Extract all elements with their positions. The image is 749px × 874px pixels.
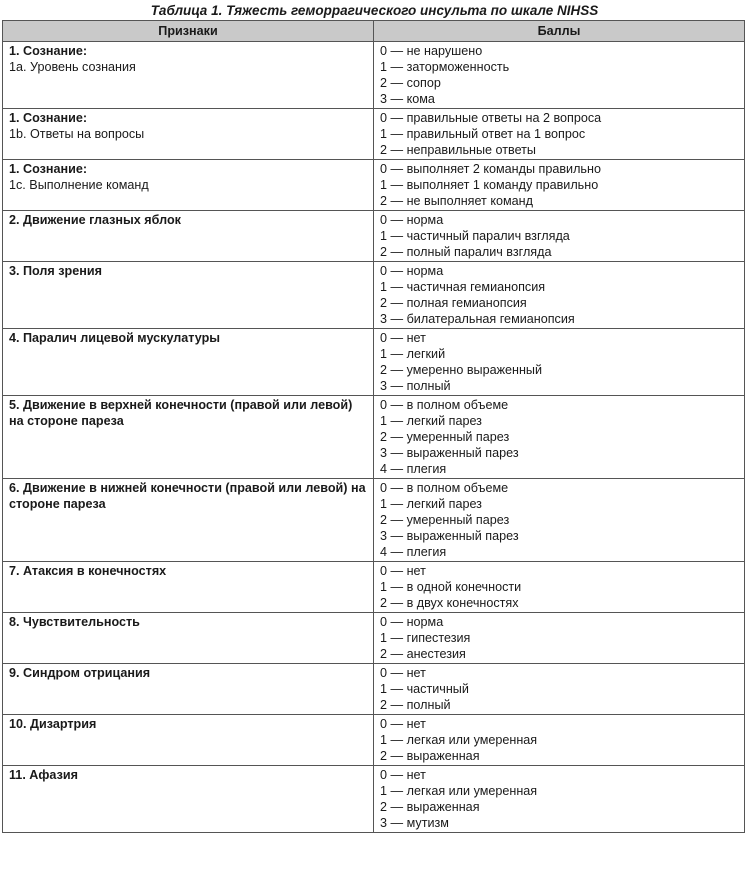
header-signs: Признаки bbox=[3, 21, 374, 42]
sign-subitem: 1с. Выполнение команд bbox=[9, 178, 149, 192]
score-option: 3 — выраженный парез bbox=[380, 446, 519, 460]
score-cell bbox=[374, 715, 745, 766]
score-option: 0 — правильные ответы на 2 вопроса bbox=[380, 111, 602, 125]
score-option: 2 — полный паралич взгляда bbox=[380, 245, 552, 259]
sign-cell bbox=[3, 396, 374, 479]
score-option: 2 — в двух конечностях bbox=[380, 596, 519, 610]
table-row bbox=[3, 211, 745, 262]
score-option: 1 — легкая или умеренная bbox=[380, 733, 538, 747]
score-option: 1 — легкий парез bbox=[380, 414, 482, 428]
sign-cell bbox=[3, 211, 374, 262]
score-option: 3 — полный bbox=[380, 379, 451, 393]
score-option: 1 — выполняет 1 команду правильно bbox=[380, 178, 599, 192]
table-row bbox=[3, 715, 745, 766]
score-option: 0 — норма bbox=[380, 213, 444, 227]
score-option: 0 — нет bbox=[380, 768, 426, 782]
sign-heading: 6. Движение в нижней конечности (правой или левой) на стороне пареза bbox=[9, 481, 366, 511]
sign-cell bbox=[3, 479, 374, 562]
score-option: 0 — нет bbox=[380, 331, 426, 345]
score-option: 1 — правильный ответ на 1 вопрос bbox=[380, 127, 586, 141]
score-option: 4 — плегия bbox=[380, 545, 447, 559]
score-option: 0 — нет bbox=[380, 717, 426, 731]
sign-cell bbox=[3, 562, 374, 613]
score-option: 0 — выполняет 2 команды правильно bbox=[380, 162, 601, 176]
table-row bbox=[3, 42, 745, 109]
sign-cell bbox=[3, 664, 374, 715]
score-option: 1 — гипестезия bbox=[380, 631, 471, 645]
score-option: 0 — нет bbox=[380, 564, 426, 578]
table-row bbox=[3, 766, 745, 833]
score-option: 0 — норма bbox=[380, 615, 444, 629]
score-cell bbox=[374, 479, 745, 562]
score-option: 2 — полная гемианопсия bbox=[380, 296, 527, 310]
score-cell bbox=[374, 160, 745, 211]
table-body bbox=[3, 42, 745, 833]
sign-subitem: 1а. Уровень сознания bbox=[9, 60, 136, 74]
score-option: 2 — сопор bbox=[380, 76, 441, 90]
sign-heading: 10. Дизартрия bbox=[9, 717, 97, 731]
score-option: 0 — не нарушено bbox=[380, 44, 483, 58]
score-option: 1 — в одной конечности bbox=[380, 580, 522, 594]
nihss-table bbox=[2, 20, 745, 833]
table-row bbox=[3, 562, 745, 613]
score-option: 1 — частичная гемианопсия bbox=[380, 280, 546, 294]
sign-heading: 3. Поля зрения bbox=[9, 264, 102, 278]
score-option: 2 — выраженная bbox=[380, 749, 480, 763]
header-scores: Баллы bbox=[374, 21, 745, 42]
score-option: 0 — в полном объеме bbox=[380, 398, 509, 412]
table-row bbox=[3, 479, 745, 562]
score-option: 1 — заторможенность bbox=[380, 60, 510, 74]
sign-heading: 1. Сознание: bbox=[9, 44, 88, 58]
sign-subitem: 1b. Ответы на вопросы bbox=[9, 127, 145, 141]
sign-cell bbox=[3, 262, 374, 329]
sign-heading: 11. Афазия bbox=[9, 768, 78, 782]
score-option: 2 — неправильные ответы bbox=[380, 143, 536, 157]
table-row bbox=[3, 160, 745, 211]
table-row bbox=[3, 613, 745, 664]
score-option: 2 — полный bbox=[380, 698, 451, 712]
score-cell bbox=[374, 211, 745, 262]
score-option: 1 — легкий bbox=[380, 347, 446, 361]
sign-cell bbox=[3, 329, 374, 396]
sign-cell bbox=[3, 766, 374, 833]
score-cell bbox=[374, 613, 745, 664]
score-cell bbox=[374, 329, 745, 396]
score-option: 2 — анестезия bbox=[380, 647, 466, 661]
score-cell bbox=[374, 109, 745, 160]
table-row bbox=[3, 109, 745, 160]
sign-heading: 4. Паралич лицевой мускулатуры bbox=[9, 331, 221, 345]
table-row bbox=[3, 329, 745, 396]
score-cell bbox=[374, 396, 745, 479]
score-option: 0 — нет bbox=[380, 666, 426, 680]
score-option: 3 — выраженный парез bbox=[380, 529, 519, 543]
sign-cell bbox=[3, 160, 374, 211]
score-option: 2 — выраженная bbox=[380, 800, 480, 814]
score-option: 0 — в полном объеме bbox=[380, 481, 509, 495]
header-row bbox=[3, 21, 745, 42]
score-option: 2 — умеренный парез bbox=[380, 430, 510, 444]
sign-heading: 9. Синдром отрицания bbox=[9, 666, 151, 680]
score-option: 1 — частичный bbox=[380, 682, 469, 696]
score-cell bbox=[374, 562, 745, 613]
score-cell bbox=[374, 262, 745, 329]
sign-cell bbox=[3, 715, 374, 766]
score-cell bbox=[374, 664, 745, 715]
score-option: 1 — частичный паралич взгляда bbox=[380, 229, 570, 243]
score-option: 2 — не выполняет команд bbox=[380, 194, 533, 208]
sign-heading: 2. Движение глазных яблок bbox=[9, 213, 181, 227]
score-option: 2 — умеренный парез bbox=[380, 513, 510, 527]
sign-heading: 5. Движение в верхней конечности (правой или левой) на стороне пареза bbox=[9, 398, 353, 428]
sign-heading: 1. Сознание: bbox=[9, 111, 88, 125]
score-option: 1 — легкая или умеренная bbox=[380, 784, 538, 798]
table-row bbox=[3, 664, 745, 715]
score-option: 4 — плегия bbox=[380, 462, 447, 476]
sign-cell bbox=[3, 109, 374, 160]
table-row bbox=[3, 262, 745, 329]
sign-heading: 1. Сознание: bbox=[9, 162, 88, 176]
score-cell bbox=[374, 766, 745, 833]
score-option: 3 — мутизм bbox=[380, 816, 449, 830]
score-option: 0 — норма bbox=[380, 264, 444, 278]
score-option: 2 — умеренно выраженный bbox=[380, 363, 543, 377]
score-option: 1 — легкий парез bbox=[380, 497, 482, 511]
score-cell bbox=[374, 42, 745, 109]
table-caption: Таблица 1. Тяжесть геморрагического инсульта по шкале NIHSS bbox=[150, 3, 599, 18]
sign-cell bbox=[3, 42, 374, 109]
sign-heading: 8. Чувствительность bbox=[9, 615, 140, 629]
score-option: 3 — билатеральная гемианопсия bbox=[380, 312, 575, 326]
sign-cell bbox=[3, 613, 374, 664]
score-option: 3 — кома bbox=[380, 92, 435, 106]
table-row bbox=[3, 396, 745, 479]
sign-heading: 7. Атаксия в конечностях bbox=[9, 564, 167, 578]
